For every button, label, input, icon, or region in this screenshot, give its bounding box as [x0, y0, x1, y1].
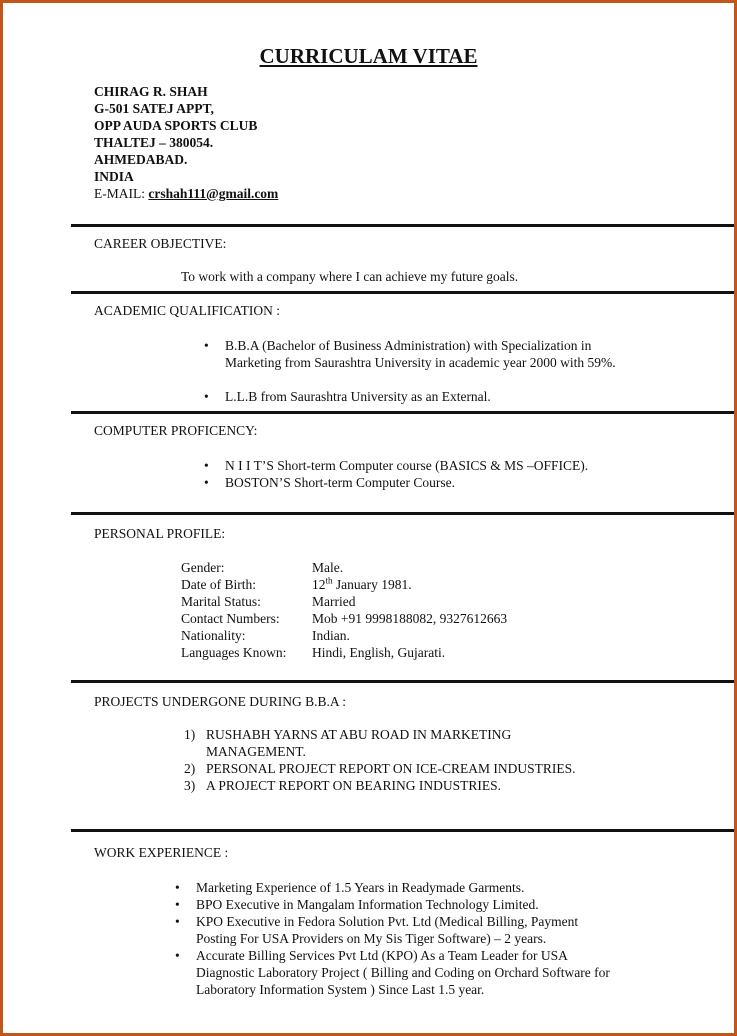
- section-divider: [71, 512, 734, 515]
- list-item: [175, 913, 610, 947]
- personal-heading: PERSONAL PROFILE:: [94, 526, 226, 541]
- list-item: [204, 337, 616, 371]
- academic-item-1-line-2: Marketing from Saurashtra University in academic year 2000 with 59%.: [225, 355, 616, 370]
- dob-day: 12: [312, 577, 326, 592]
- address-line-2: OPP AUDA SPORTS CLUB: [94, 118, 258, 133]
- work-item-2-line-1: • BPO Executive in Mangalam Information Technology Limited.: [196, 897, 539, 912]
- section-divider: [71, 680, 734, 683]
- project-2-line-1: PERSONAL PROJECT REPORT ON ICE-CREAM INDUSTRIES.: [206, 761, 576, 776]
- table-row: [181, 593, 507, 610]
- projects-list: [184, 726, 575, 794]
- academic-item-2-line-1: • L.L.B from Saurashtra University as an External.: [225, 389, 491, 404]
- work-heading: WORK EXPERIENCE :: [94, 845, 229, 860]
- table-row: [181, 559, 507, 576]
- list-item: [184, 726, 575, 760]
- email-row: [94, 185, 278, 202]
- nationality-label: Nationality:: [181, 628, 246, 643]
- section-divider: [71, 411, 734, 414]
- list-item: [175, 879, 610, 896]
- academic-item-1-line-1: • B.B.A (Bachelor of Business Administration) with Specialization in: [225, 338, 592, 353]
- address-line-3: THALTEJ – 380054.: [94, 135, 214, 150]
- list-item: [204, 388, 616, 405]
- section-divider: [71, 291, 734, 294]
- marital-status-value: Married: [312, 594, 356, 609]
- languages-label: Languages Known:: [181, 645, 287, 660]
- list-item: [184, 760, 575, 777]
- project-2-number: 2): [184, 761, 196, 776]
- project-1-line-1: RUSHABH YARNS AT ABU ROAD IN MARKETING: [206, 727, 512, 742]
- career-objective-heading: CAREER OBJECTIVE:: [94, 236, 227, 251]
- academic-heading: ACADEMIC QUALIFICATION :: [94, 303, 280, 318]
- candidate-name: CHIRAG R. SHAH: [94, 84, 208, 99]
- email-label: E-MAIL:: [94, 186, 145, 201]
- nationality-value: Indian.: [312, 628, 350, 643]
- projects-heading: PROJECTS UNDERGONE DURING B.B.A :: [94, 694, 347, 709]
- gender-value: Male.: [312, 560, 344, 575]
- languages-value: Hindi, English, Gujarati.: [312, 645, 446, 660]
- address-line-1: G-501 SATEJ APPT,: [94, 101, 214, 116]
- contact-numbers-value: Mob +91 9998188082, 9327612663: [312, 611, 508, 626]
- section-divider: [71, 224, 734, 227]
- document-title: CURRICULAM VITAE: [259, 44, 478, 68]
- email-link[interactable]: crshah111@gmail.com: [148, 186, 279, 201]
- list-item: • N I I T’S Short-term Computer course (BASICS & MS –OFFICE).: [204, 457, 588, 474]
- list-item: [175, 947, 610, 998]
- computer-list: [204, 457, 588, 491]
- work-item-4-line-2: Diagnostic Laboratory Project ( Billing and Coding on Orchard Software for: [196, 965, 610, 980]
- work-item-3-line-1: • KPO Executive in Fedora Solution Pvt. Ltd (Medical Billing, Payment: [196, 914, 579, 929]
- table-row: [181, 576, 507, 593]
- project-3-line-1: A PROJECT REPORT ON BEARING INDUSTRIES.: [206, 778, 501, 793]
- project-1-number: 1): [184, 727, 196, 742]
- project-1-line-2: MANAGEMENT.: [206, 744, 306, 759]
- list-item: [175, 896, 610, 913]
- address-city: AHMEDABAD.: [94, 152, 188, 167]
- contact-numbers-label: Contact Numbers:: [181, 611, 280, 626]
- dob-value-cell: [312, 576, 507, 593]
- gender-label: Gender:: [181, 560, 225, 575]
- address-country: INDIA: [94, 169, 134, 184]
- computer-heading: COMPUTER PROFICENCY:: [94, 423, 258, 438]
- dob-day-suffix: th: [325, 575, 333, 586]
- career-objective-text: To work with a company where I can achieve my future goals.: [181, 269, 519, 284]
- work-item-4-line-3: Laboratory Information System ) Since Last 1.5 year.: [196, 982, 485, 997]
- dob-month-year: January 1981.: [335, 577, 412, 592]
- work-list: [175, 879, 610, 998]
- personal-profile-table: [181, 559, 507, 661]
- dob-label: Date of Birth:: [181, 577, 256, 592]
- marital-status-label: Marital Status:: [181, 594, 261, 609]
- work-item-1-line-1: • Marketing Experience of 1.5 Years in Readymade Garments.: [196, 880, 525, 895]
- list-item: • BOSTON’S Short-term Computer Course.: [204, 474, 588, 491]
- section-divider: [71, 829, 734, 832]
- academic-list: [204, 337, 616, 405]
- table-row: [181, 610, 507, 627]
- project-3-number: 3): [184, 778, 196, 793]
- work-item-4-line-1: • Accurate Billing Services Pvt Ltd (KPO) As a Team Leader for USA: [196, 948, 568, 963]
- contact-block: [94, 83, 278, 202]
- work-item-3-line-2: Posting For USA Providers on My Sis Tiger Software) – 2 years.: [196, 931, 547, 946]
- table-row: [181, 644, 507, 661]
- table-row: [181, 627, 507, 644]
- list-item: [184, 777, 575, 794]
